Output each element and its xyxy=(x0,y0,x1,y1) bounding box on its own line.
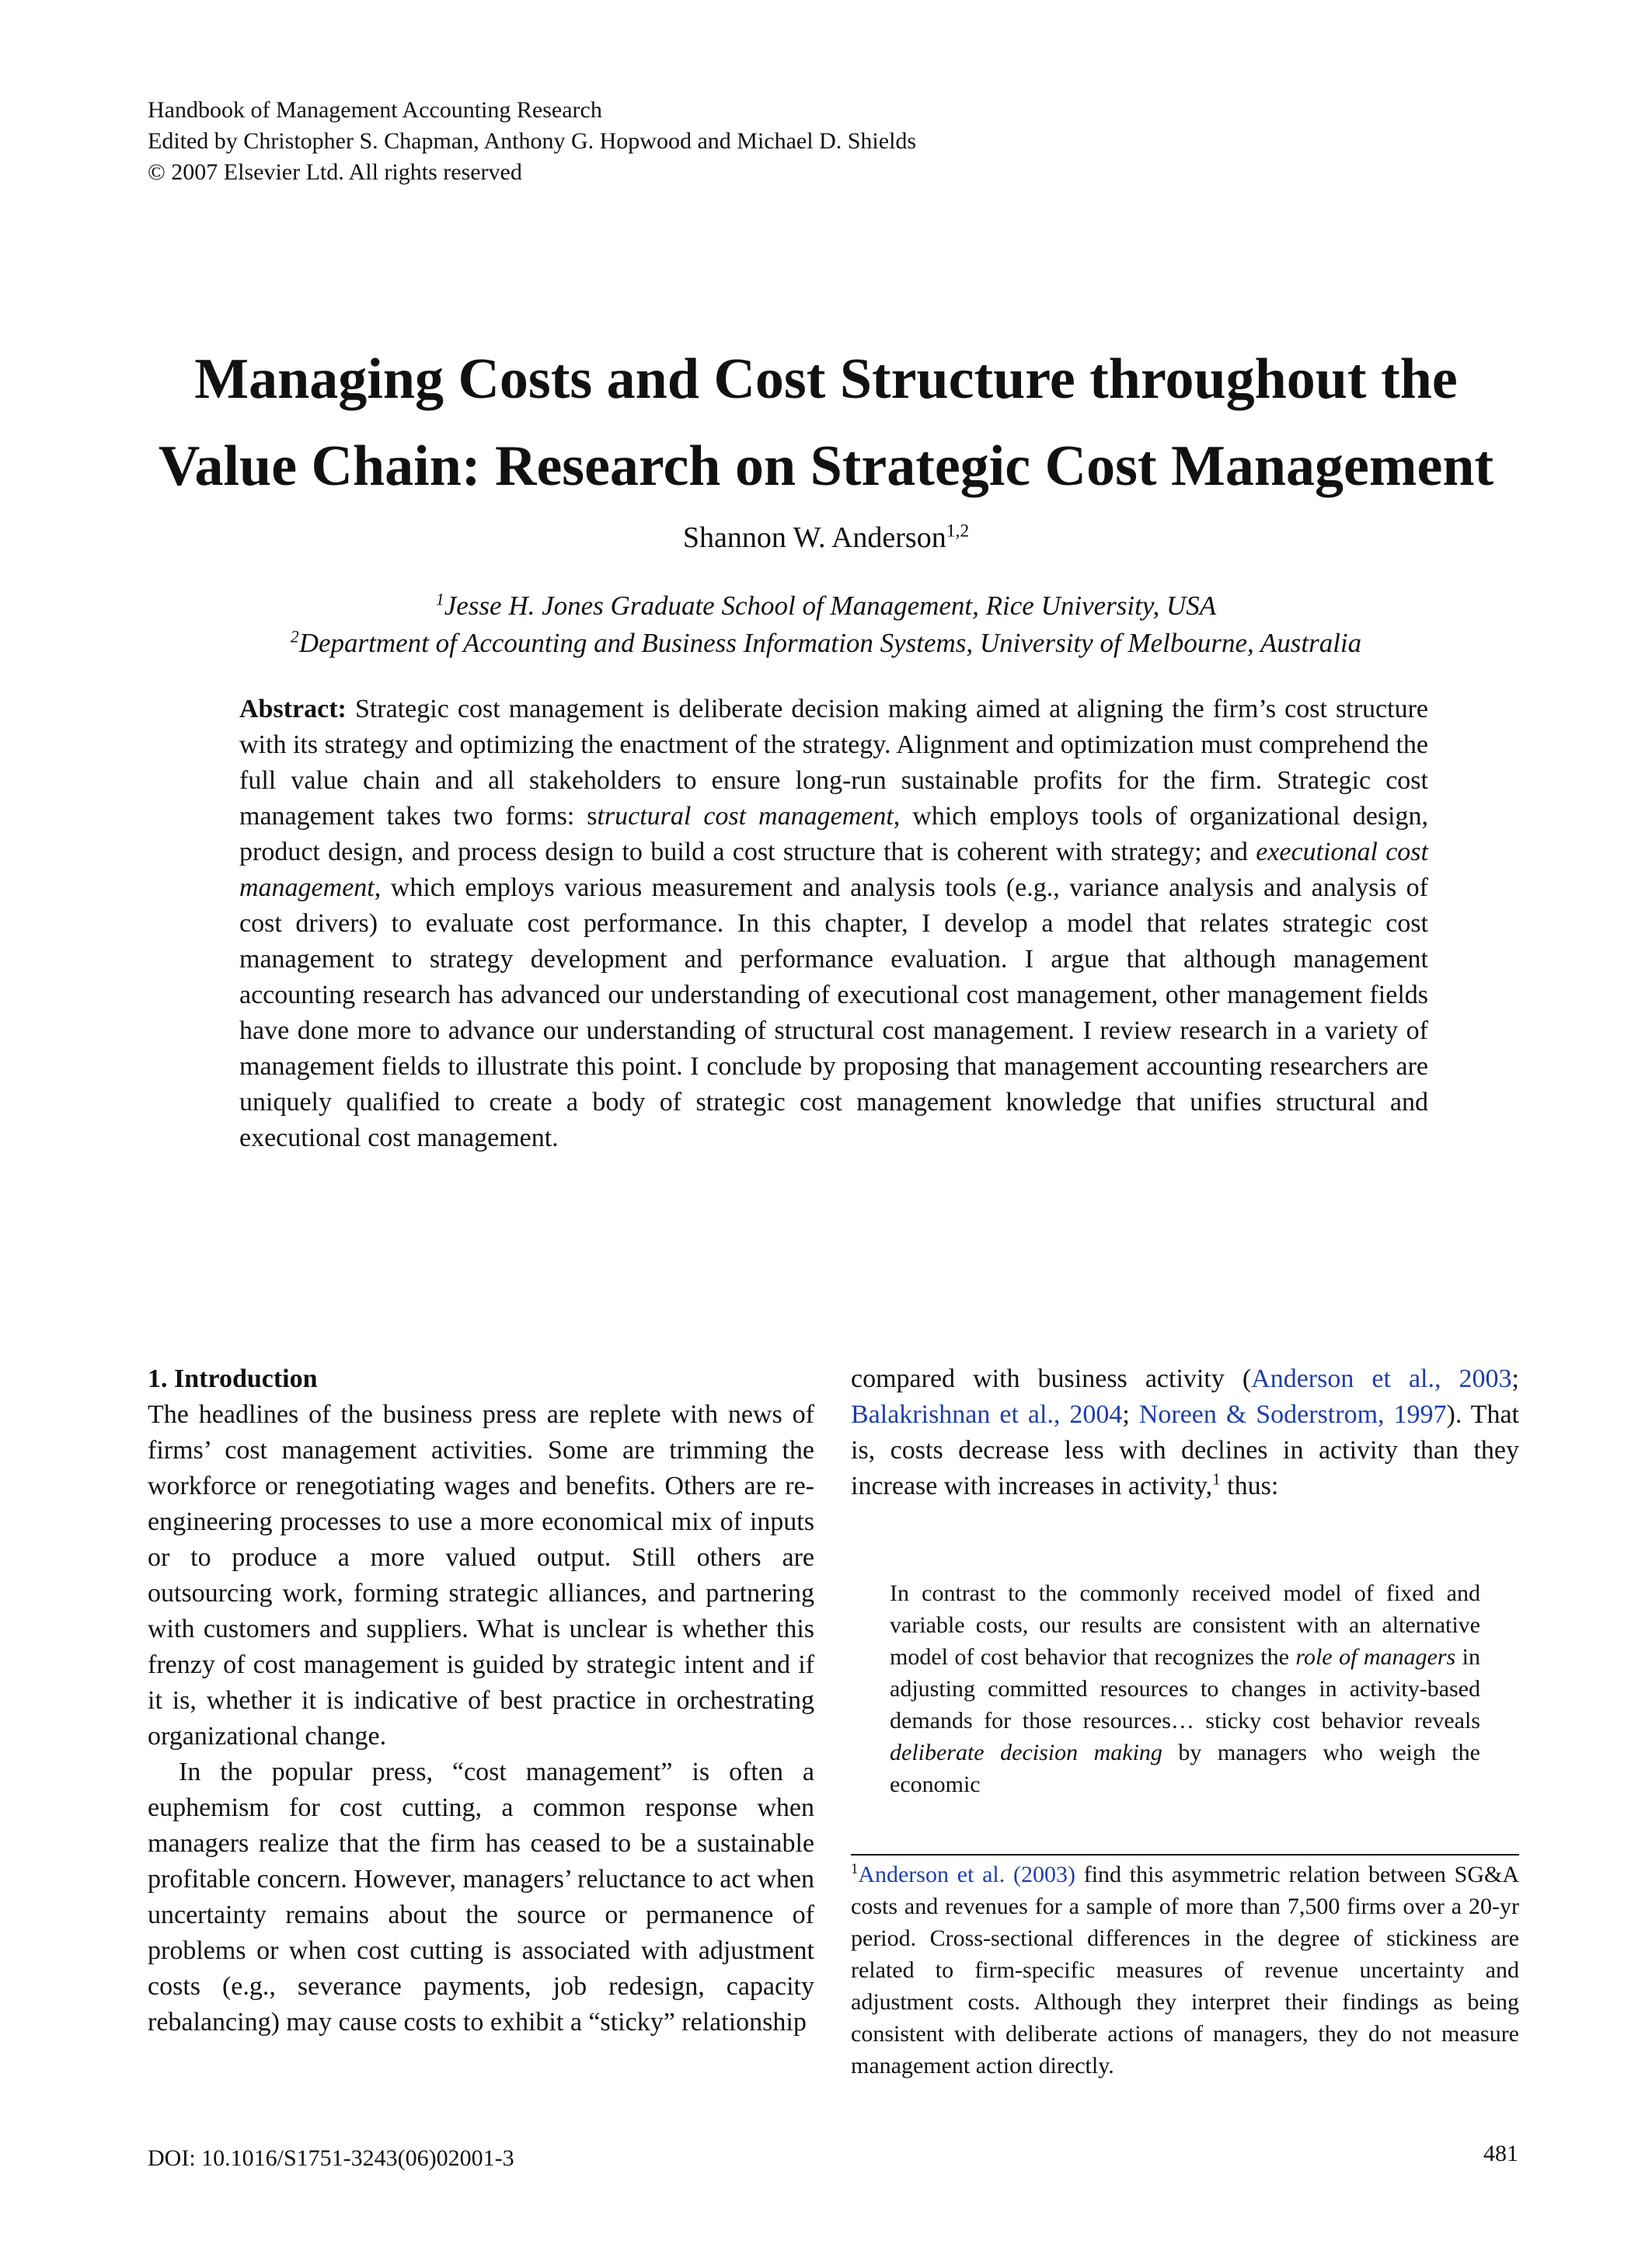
right-text-3: thus: xyxy=(1220,1472,1279,1500)
chapter-title-line-1: Managing Costs and Cost Structure throughout the xyxy=(194,347,1458,411)
affiliation-2-text: Department of Accounting and Business Information Systems, University of Melbourne, Australia xyxy=(298,628,1362,658)
right-text-1: compared with business activity ( xyxy=(851,1364,1252,1393)
footnote-divider xyxy=(851,1854,1519,1856)
block-quote xyxy=(890,1577,1480,1800)
quote-emphasis-deliberate-decision-making: deliberate decision making xyxy=(890,1740,1162,1765)
author-affiliation-marks: 1,2 xyxy=(946,521,970,542)
quote-emphasis-role-of-managers: role of managers xyxy=(1295,1644,1456,1670)
abstract-term-structural: tructural cost management xyxy=(597,802,894,831)
chapter-title xyxy=(0,336,1652,510)
intro-paragraph-1: The headlines of the business press are replete with news of firms’ cost management activities. Some are trimming the workforce or renegotiating wages and benefits. Others are re-engineering processes to use a more economical mix of inputs or to produce a more valued output. Still others are outsourcing work, forming strategic alliances, and partnering with customers and suppliers. What is unclear is whether this frenzy of cost management is guided by strategic intent and if it is, whether it is indicative of best practice in orchestrating organizational change. xyxy=(148,1400,814,1751)
left-column xyxy=(148,1361,814,2040)
book-header xyxy=(148,95,916,188)
quote-text-3: by managers who weigh the economic xyxy=(890,1740,1480,1797)
footnote-1-text: find this asymmetric relation between SG&A costs and revenues for a sample of more than 7,500 firms over a 20-yr period. Cross-sectional differences in the degree of stickiness are related to firm-specific measures of revenue uncertainty and adjustment costs. Although they interpret their findings as being consistent with deliberate actions of managers, they do not measure management action directly. xyxy=(851,1862,1519,2079)
abstract-text-1: Strategic cost management is deliberate decision making aimed at aligning the firm’s cost structure with its strategy and optimizing the enactment of the strategy. Alignment and optimization must comprehend the full value chain and all stakeholders to ensure long-run sustainable profits for the firm. Strategic cost management takes two forms: s xyxy=(239,695,1428,831)
citation-separator-1: ; xyxy=(1511,1364,1519,1393)
page-number: 481 xyxy=(1483,2141,1518,2166)
affiliation-1-mark: 1 xyxy=(435,590,444,609)
abstract-label: Abstract: xyxy=(239,695,347,723)
intro-paragraph-2: In the popular press, “cost management” is often a euphemism for cost cutting, a common response when managers realize that the firm has ceased to be a sustainable profitable concern. However, managers’ reluctance to act when uncertainty remains about the source or permanence of problems or when cost cutting is associated with adjustment costs (e.g., severance payments, job redesign, capacity rebalancing) may cause costs to exhibit a “sticky” relationship xyxy=(148,1758,814,2037)
abstract xyxy=(239,692,1428,1156)
quote-text-1: In contrast to the commonly received model of fixed and variable costs, our results are consistent with an alternative model of cost behavior that recognizes the xyxy=(890,1580,1480,1670)
footnote-1-number: 1 xyxy=(851,1861,859,1877)
citation-noreen-soderstrom-1997[interactable]: Noreen & Soderstrom, 1997 xyxy=(1138,1400,1447,1429)
section-heading-introduction: 1. Introduction xyxy=(148,1364,318,1393)
right-text-2: ). That is, costs decrease less with declines in activity than they increase with increases in activity, xyxy=(851,1400,1519,1500)
abstract-text-2: , which employs tools of organizational design, product design, and process design to build a cost structure that is coherent with strategy; and xyxy=(239,802,1428,866)
chapter-title-line-2: Value Chain: Research on Strategic Cost Management xyxy=(158,434,1494,498)
citation-balakrishnan-2004[interactable]: Balakrishnan et al., 2004 xyxy=(851,1400,1123,1429)
footnote-citation-anderson-2003[interactable]: Anderson et al. (2003) xyxy=(858,1862,1075,1887)
abstract-text-3: , which employs various measurement and analysis tools (e.g., variance analysis and analysis of cost drivers) to evaluate cost performance. In this chapter, I develop a model that relates strategic cost management to strategy development and performance evaluation. I argue that although management accounting research has advanced our understanding of executional cost management, other management fields have done more to advance our understanding of structural cost management. I review research in a variety of management fields to illustrate this point. I conclude by proposing that management accounting researchers are uniquely qualified to create a body of strategic cost management knowledge that unifies structural and executional cost management. xyxy=(239,873,1428,1152)
book-editors: Edited by Christopher S. Chapman, Anthony G. Hopwood and Michael D. Shields xyxy=(148,128,917,154)
affiliation-1-text: Jesse H. Jones Graduate School of Management, Rice University, USA xyxy=(444,591,1217,621)
right-column xyxy=(851,1361,1519,1504)
affiliation-2-mark: 2 xyxy=(290,627,299,646)
affiliations xyxy=(0,587,1652,662)
footnote-reference-1[interactable]: 1 xyxy=(1212,1469,1221,1489)
copyright-notice: © 2007 Elsevier Ltd. All rights reserved xyxy=(148,159,522,185)
book-title: Handbook of Management Accounting Research xyxy=(148,97,602,123)
abstract-term-executional: executional cost management xyxy=(239,838,1428,902)
author-line xyxy=(0,519,1652,556)
affiliation-1 xyxy=(0,587,1652,625)
author-name: Shannon W. Anderson xyxy=(682,521,946,554)
citation-anderson-2003[interactable]: Anderson et al., 2003 xyxy=(1251,1364,1512,1393)
affiliation-2 xyxy=(0,625,1652,662)
footnote-1 xyxy=(851,1859,1519,2082)
citation-separator-2: ; xyxy=(1122,1400,1139,1429)
quote-text-2: in adjusting committed resources to changes in activity-based demands for those resources… sticky cost behavior reveals xyxy=(890,1644,1480,1734)
doi: DOI: 10.1016/S1751-3243(06)02001-3 xyxy=(148,2145,514,2171)
right-paragraph xyxy=(851,1361,1519,1504)
